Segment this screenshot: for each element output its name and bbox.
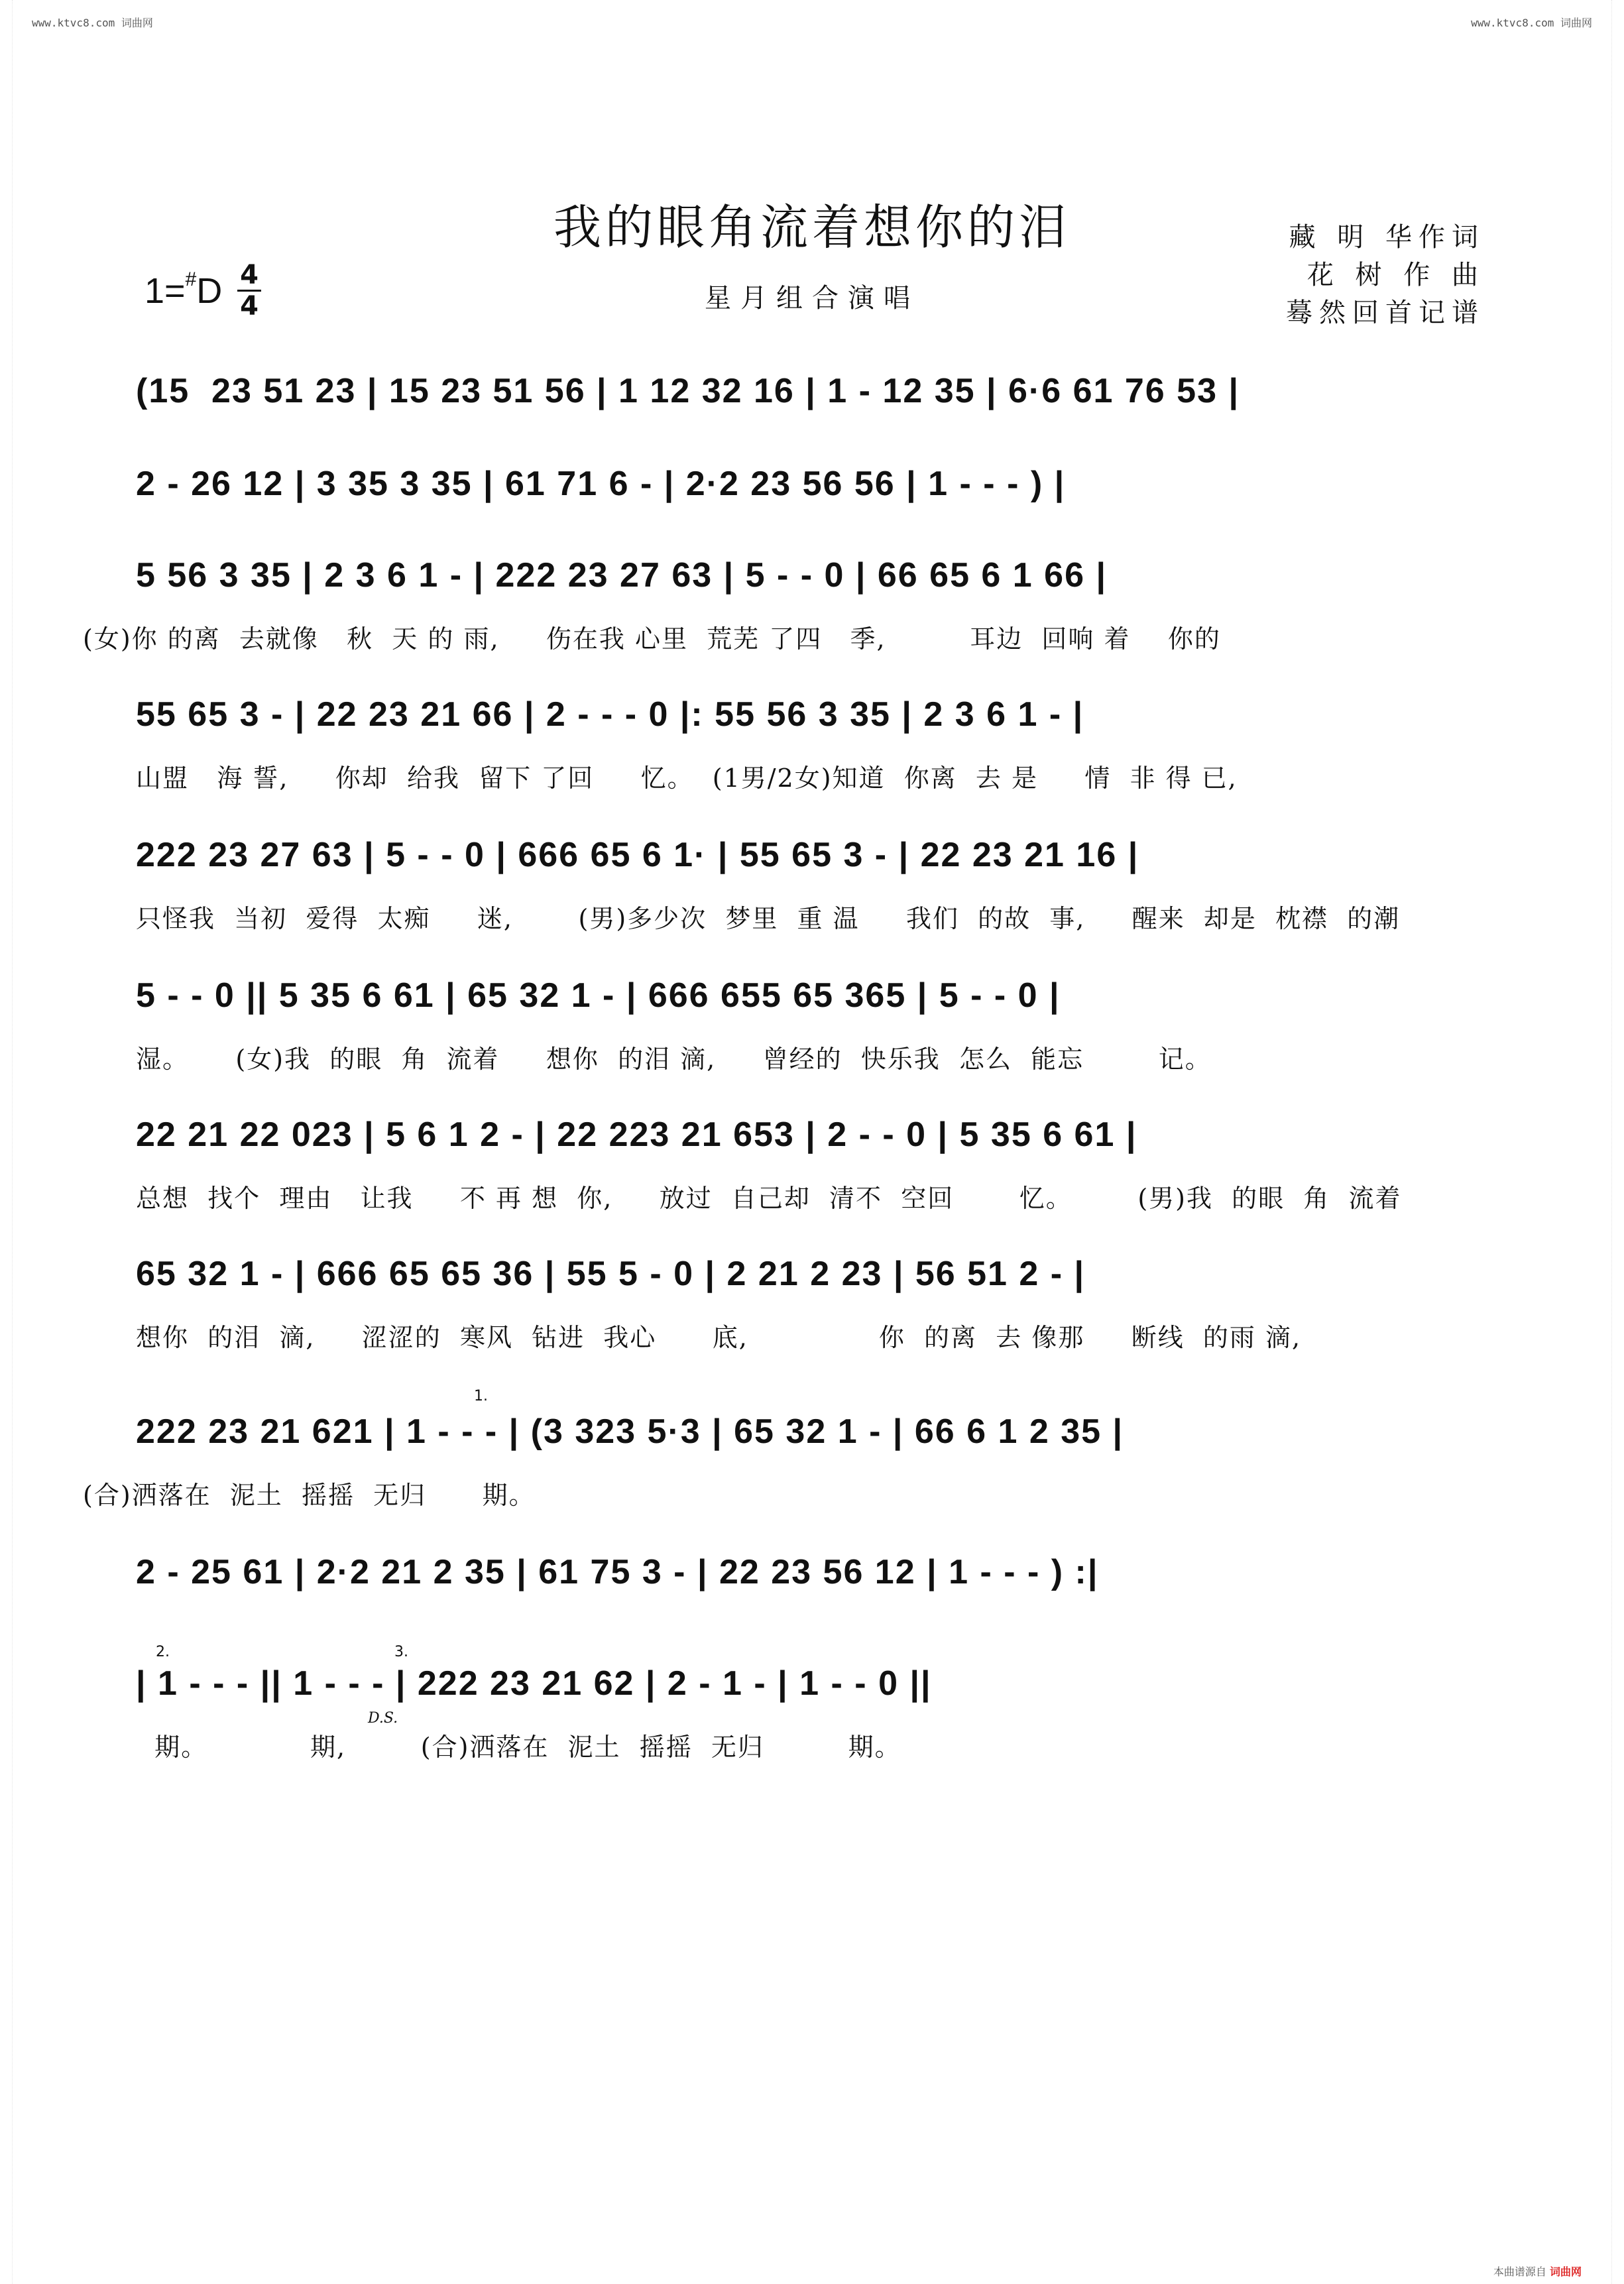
volta-2-label: 2.: [156, 1644, 170, 1660]
notation-line: 65 32 1 - | 666 65 65 36 | 55 5 - 0 | 2 21 2 23 | 56 51 2 - |: [136, 1255, 1086, 1293]
credits: [1246, 219, 1485, 332]
right-margin-decoration: [1611, 0, 1621, 2284]
lyrics-line: 总想 找个 理由 让我 不 再 想 你, 放过 自己却 清不 空回 忆。 (男)我 的眼 角 流着: [136, 1184, 1402, 1213]
lyrics-line: 山盟 海 誓, 你却 给我 留下 了回 忆。 (1男/2女)知道 你离 去 是 情 非 得 已,: [136, 764, 1238, 793]
lyrics-line: 期。 期, (合)洒落在 泥土 摇摇 无归 期。: [136, 1733, 901, 1762]
notation-line: 222 23 27 63 | 5 - - 0 | 666 65 6 1· | 55 65 3 - | 22 23 21 16 |: [136, 836, 1139, 874]
footer: [1493, 2263, 1582, 2279]
lyrics-line: 想你 的泪 滴, 涩涩的 寒风 钻进 我心 底, 你 的离 去 像那 断线 的雨 滴,: [136, 1323, 1302, 1352]
time-signature-bottom: 4: [240, 291, 259, 321]
lyrics-line: (女)你 的离 去就像 秋 天 的 雨, 伤在我 心里 荒芜 了四 季, 耳边 回响 着 你的: [83, 624, 1221, 654]
ds-label: D.S.: [368, 1710, 398, 1727]
lyricist-credit: 藏 明 华作词: [1289, 222, 1485, 253]
performer: 星月组合演唱: [705, 283, 919, 314]
watermark-top-right: www.ktvc8.com 词曲网: [1471, 17, 1592, 29]
lyrics-line: (合)洒落在 泥土 摇摇 无归 期。: [83, 1481, 536, 1510]
notation-line: 2 - 25 61 | 2·2 21 2 35 | 61 75 3 - | 22 23 56 12 | 1 - - - ) :|: [136, 1553, 1099, 1591]
notation-line: 2 - 26 12 | 3 35 3 35 | 61 71 6 - | 2·2 23 56 56 | 1 - - - ) |: [136, 465, 1066, 503]
notation-line: | 1 - - - || 1 - - - | 222 23 21 62 | 2 - 1 - | 1 - - 0 ||: [136, 1664, 932, 1703]
left-margin-decoration: [3, 0, 13, 2284]
volta-1-label: 1.: [474, 1388, 488, 1404]
lyrics-line: 湿。 (女)我 的眼 角 流着 想你 的泪 滴, 曾经的 快乐我 怎么 能忘 记。: [136, 1045, 1212, 1074]
notation-line: 5 - - 0 || 5 35 6 61 | 65 32 1 - | 666 655 65 365 | 5 - - 0 |: [136, 976, 1061, 1015]
composer-credit: 花 树 作 曲: [1306, 260, 1485, 290]
footer-brand: 词曲网: [1549, 2265, 1582, 2278]
key-prefix: 1=: [145, 271, 186, 311]
key-sharp: #: [185, 268, 197, 290]
notation-line: 55 65 3 - | 22 23 21 66 | 2 - - - 0 |: 55 56 3 35 | 2 3 6 1 - |: [136, 695, 1084, 734]
time-signature-top: 4: [240, 260, 259, 290]
notation-line: 22 21 22 023 | 5 6 1 2 - | 22 223 21 653 | 2 - - 0 | 5 35 6 61 |: [136, 1115, 1137, 1154]
notation-line: 5 56 3 35 | 2 3 6 1 - | 222 23 27 63 | 5 - - 0 | 66 65 6 1 66 |: [136, 556, 1107, 595]
notation-line: (15 23 51 23 | 15 23 51 56 | 1 12 32 16 | 1 - 12 35 | 6·6 61 76 53 |: [136, 372, 1240, 410]
key-note: D: [196, 271, 223, 311]
notation-line: 222 23 21 621 | 1 - - - | (3 323 5·3 | 65 32 1 - | 66 6 1 2 35 |: [136, 1412, 1124, 1451]
volta-3-label: 3.: [394, 1644, 408, 1660]
lyrics-line: 只怪我 当初 爱得 太痴 迷, (男)多少次 梦里 重 温 我们 的故 事, 醒来 却是 枕襟 的潮: [136, 904, 1401, 933]
transcriber-credit: 蓦然回首记谱: [1286, 298, 1485, 328]
watermark-top-left: www.ktvc8.com 词曲网: [32, 17, 153, 29]
song-title: 我的眼角流着想你的泪: [553, 200, 1071, 255]
footer-text: 本曲谱源自: [1493, 2265, 1546, 2278]
